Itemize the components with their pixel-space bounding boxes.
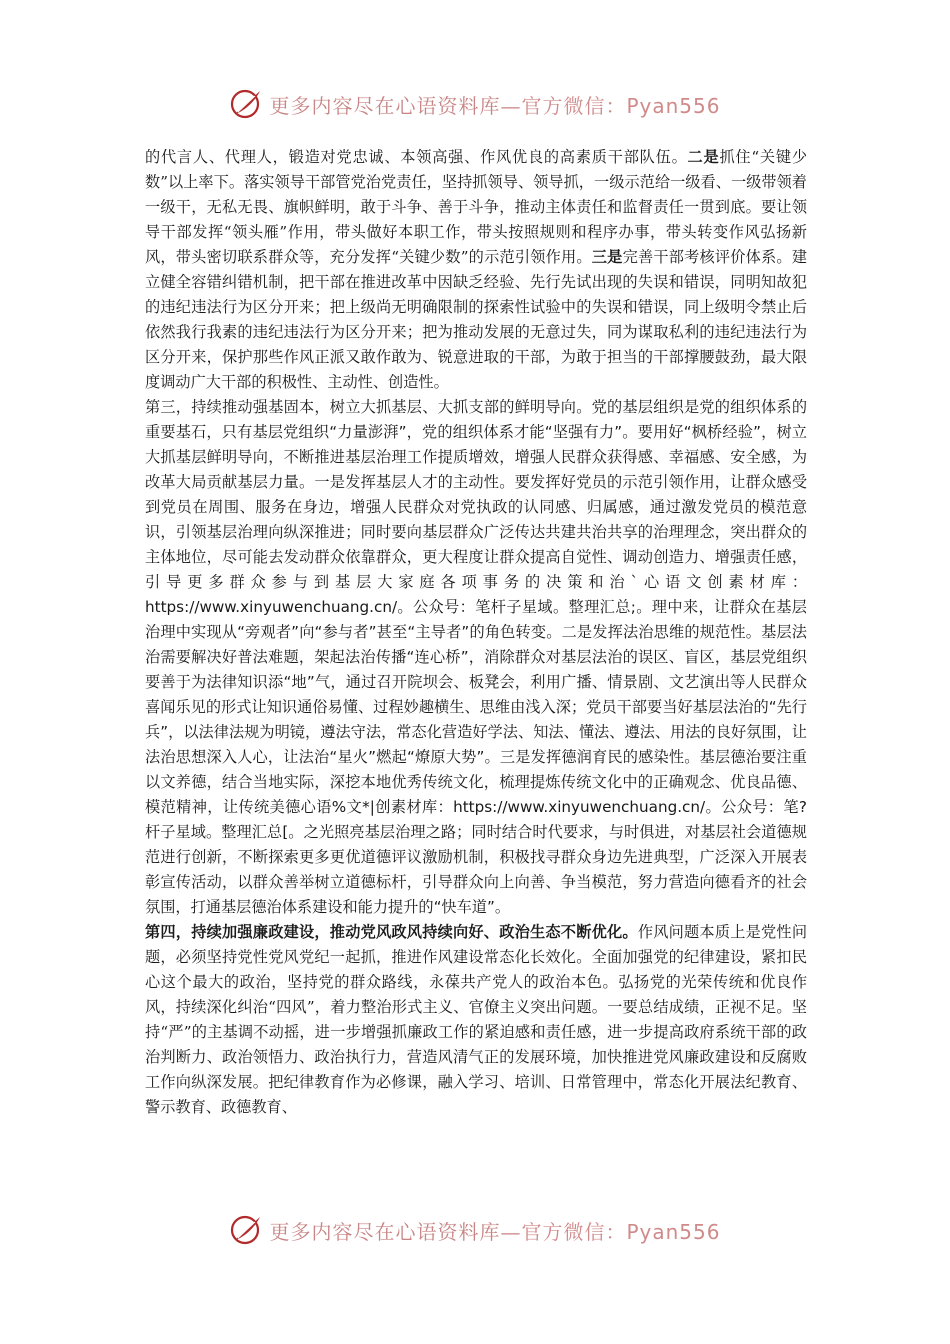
para1-text-3: 完善干部考核评价体系。建立健全容错纠错机制，把干部在推进改革中因缺乏经验、先行先试出现的失误和错误，同明知故犯的违纪违法行为区分开来；把上级尚无明确限制的探索性试验中的失误和错误，同上级明令禁止后依然我行我素的违纪违法行为区分开来；把为推动发展的无意过失，同为谋取私利的违纪违法行为区分开来，保护那些作风正派又敢作敢为、锐意进取的干部，为敢于担当的干部撑腰鼓劲，最大限度调动广大干部的积极性、主动性、创造性。 xyxy=(145,248,808,391)
para3-heading: 第四，持续加强廉政建设，推动党风政风持续向好、政治生态不断优化。 xyxy=(145,923,638,941)
document-body xyxy=(145,145,807,1120)
feather-logo-icon xyxy=(229,87,263,121)
banner-main: 更多内容尽在心语资料库 xyxy=(269,1219,501,1244)
paragraph-3 xyxy=(145,920,807,1120)
para1-heading-3: 三是 xyxy=(591,248,623,266)
paragraph-2: 第三，持续推动强基固本，树立大抓基层、大抓支部的鲜明导向。党的基层组织是党的组织体系的重要基石，只有基层党组织“力量澎湃”，党的组织体系才能“坚强有力”。要用好“枫桥经验”，树立大抓基层鲜明导向，不断推进基层治理工作提质增效，增强人民群众获得感、幸福感、安全感，为改革大局贡献基层力量。一是发挥基层人才的主动性。要发挥好党员的示范引领作用，让群众感受到党员在周围、服务在身边，增强人民群众对党执政的认同感、归属感，通过激发党员的模范意识，引领基层治理向纵深推进；同时要向基层群众广泛传达共建共治共享的治理理念，突出群众的主体地位，尽可能去发动群众依靠群众，更大程度让群众提高自觉性、调动创造力、增强责任感，引导更多群众参与到基层大家庭各项事务的决策和治`心语文创素材库：https://www.xinyuwenchuang.cn/。公众号：笔杆子星域。整理汇总;。理中来，让群众在基层治理中实现从“旁观者”向“参与者”甚至“主导者”的角色转变。二是发挥法治思维的规范性。基层法治需要解决好普法难题，架起法治传播“连心桥”，消除群众对基层法治的误区、盲区，基层党组织要善于为法律知识添“地”气，通过召开院坝会、板凳会，利用广播、情景剧、文艺演出等人民群众喜闻乐见的形式让知识通俗易懂、过程妙趣横生、思维由浅入深；党员干部要当好基层法治的“先行兵”，以法律法规为明镜，遵法守法，常态化营造好学法、知法、懂法、遵法、用法的良好氛围，让法治思想深入人心，让法治“星火”燃起“燎原大势”。三是发挥德润育民的感染性。基层德治要注重以文养德，结合当地实际，深挖本地优秀传统文化，梳理提炼传统文化中的正确观念、优良品德、模范精神，让传统美德心语%文*|创素材库：https://www.xinyuwenchuang.cn/。公众号：笔?杆子星域。整理汇总[。之光照亮基层治理之路；同时结合时代要求，与时俱进，对基层社会道德规范进行创新，不断探索更多更优道德评议激励机制，积极找寻群众身边先进典型，广泛深入开展表彰宣传活动，以群众善举树立道德标杆，引导群众向上向善、争当模范，努力营造向德看齐的社会氛围，打通基层德治体系建设和能力提升的“快车道”。 xyxy=(145,398,807,916)
banner-dash: — xyxy=(500,93,522,118)
paragraph-1 xyxy=(145,145,807,395)
para1-text-1: 的代言人、代理人，锻造对党忠诚、本领高强、作风优良的高素质干部队伍。 xyxy=(145,148,688,166)
banner-wechat: 官方微信：Pyan556 xyxy=(521,93,721,118)
footer-banner xyxy=(0,1210,950,1250)
para1-text-2: 抓住“关键少数”以上率下。落实领导干部管党治党责任，坚持抓领导、领导抓，一级示范给一级看、一级带领着一级干，无私无畏、旗帜鲜明，敢于斗争、善于斗争，推动主体责任和监督责任一贯到底。要让领导干部发挥“领头雁”作用，带头做好本职工作，带头按照规则和程序办事，带头转变作风弘扬新风，带头密切联系群众等，充分发挥“关键少数”的示范引领作用。 xyxy=(145,148,808,266)
banner-text xyxy=(269,90,720,119)
para1-heading-2: 二是 xyxy=(687,148,720,166)
header-banner xyxy=(0,84,950,124)
feather-logo-icon xyxy=(229,1213,263,1247)
banner-text xyxy=(269,1216,720,1245)
banner-dash: — xyxy=(500,1219,522,1244)
para3-text: 作风问题本质上是党性问题，必须坚持党性党风党纪一起抓，推进作风建设常态化长效化。全面加强党的纪律建设，紧扣民心这个最大的政治，坚持党的群众路线，永葆共产党人的政治本色。弘扬党的光荣传统和优良作风，持续深化纠治“四风”，着力整治形式主义、官僚主义突出问题。一要总结成绩，正视不足。坚持“严”的主基调不动摇，进一步增强抓廉政工作的紧迫感和责任感，进一步提高政府系统干部的政治判断力、政治领悟力、政治执行力，营造风清气正的发展环境，加快推进党风廉政建设和反腐败工作向纵深发展。把纪律教育作为必修课，融入学习、培训、日常管理中，常态化开展法纪教育、警示教育、政德教育、 xyxy=(145,923,808,1116)
banner-main: 更多内容尽在心语资料库 xyxy=(269,93,501,118)
banner-wechat: 官方微信：Pyan556 xyxy=(521,1219,721,1244)
